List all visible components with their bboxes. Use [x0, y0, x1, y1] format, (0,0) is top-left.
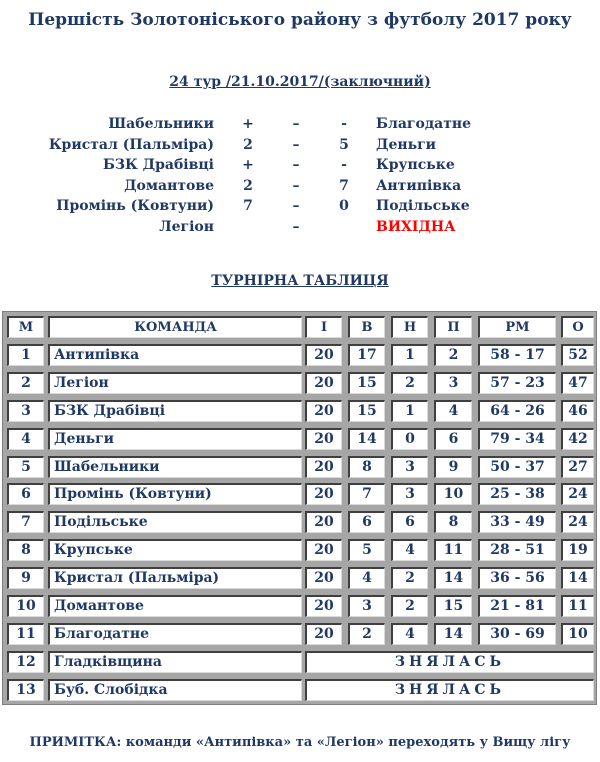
page-title: Першість Золотоніського району з футболу 2017 року — [28, 10, 572, 30]
match-separator: – — [292, 136, 300, 153]
match-separator: – — [292, 177, 300, 194]
cell-lost: 11 — [434, 539, 472, 561]
cell-points: 11 — [561, 595, 594, 617]
cell-points: 24 — [561, 483, 594, 505]
cell-lost: 6 — [434, 428, 472, 450]
cell-played: 20 — [305, 344, 342, 366]
cell-played: 20 — [305, 623, 342, 645]
cell-lost: 10 — [434, 483, 472, 505]
cell-played: 20 — [305, 483, 342, 505]
cell-drawn: 6 — [391, 511, 428, 533]
cell-goals: 21 - 81 — [478, 595, 556, 617]
header-won: В — [348, 316, 385, 338]
match-home-team: Промінь (Ковтуни) — [56, 198, 214, 214]
cell-lost: 8 — [434, 511, 472, 533]
cell-drawn: 2 — [391, 372, 428, 394]
cell-lost: 2 — [434, 344, 472, 366]
cell-pos: 11 — [7, 623, 44, 645]
cell-goals: 30 - 69 — [478, 623, 556, 645]
cell-pos: 4 — [7, 428, 44, 450]
cell-team: Благодатне — [48, 623, 302, 645]
match-away-score: - — [341, 116, 347, 132]
header-goals: РМ — [478, 316, 556, 338]
match-row — [0, 219, 600, 239]
match-away-score: 0 — [339, 198, 349, 214]
cell-team: Шабельники — [48, 456, 302, 478]
match-home-score: + — [242, 157, 254, 173]
cell-team: Кристал (Пальміра) — [48, 567, 302, 589]
cell-status: ЗНЯЛАСЬ — [305, 679, 594, 701]
standings-title: ТУРНІРНА ТАБЛИЦЯ — [211, 273, 389, 289]
cell-points: 27 — [561, 456, 594, 478]
match-home-team: БЗК Драбівці — [102, 157, 214, 173]
match-home-score: 7 — [243, 198, 253, 214]
cell-played: 20 — [305, 456, 342, 478]
cell-goals: 57 - 23 — [478, 372, 556, 394]
standings-table — [2, 311, 597, 705]
cell-goals: 58 - 17 — [478, 344, 556, 366]
cell-won: 2 — [348, 623, 385, 645]
cell-won: 7 — [348, 483, 385, 505]
match-home-score: 2 — [243, 177, 253, 194]
cell-played: 20 — [305, 428, 342, 450]
cell-team: Буб. Слобідка — [48, 679, 302, 701]
cell-points: 14 — [561, 567, 594, 589]
cell-points: 47 — [561, 372, 594, 394]
cell-team: БЗК Драбівці — [48, 400, 302, 422]
match-away-team: Благодатне — [376, 116, 472, 132]
match-home-team: Кристал (Пальміра) — [48, 136, 214, 153]
cell-team: Гладківщина — [48, 651, 302, 673]
cell-played: 20 — [305, 372, 342, 394]
cell-goals: 25 - 38 — [478, 483, 556, 505]
cell-won: 8 — [348, 456, 385, 478]
match-away-team: Подільське — [376, 198, 470, 214]
cell-pos: 1 — [7, 344, 44, 366]
cell-lost: 14 — [434, 623, 472, 645]
cell-won: 6 — [348, 511, 385, 533]
match-away-team: ВИХІДНА — [376, 218, 456, 235]
match-row — [0, 137, 600, 157]
cell-played: 20 — [305, 567, 342, 589]
header-played: І — [305, 316, 342, 338]
cell-pos: 10 — [7, 595, 44, 617]
cell-drawn: 3 — [391, 456, 428, 478]
cell-lost: 3 — [434, 372, 472, 394]
cell-lost: 15 — [434, 595, 472, 617]
cell-team: Деньги — [48, 428, 302, 450]
match-separator: – — [292, 198, 300, 214]
cell-goals: 33 - 49 — [478, 511, 556, 533]
cell-played: 20 — [305, 511, 342, 533]
cell-pos: 6 — [7, 483, 44, 505]
cell-team: Подільське — [48, 511, 302, 533]
match-separator: – — [292, 218, 300, 235]
cell-drawn: 1 — [391, 344, 428, 366]
cell-team: Промінь (Ковтуни) — [48, 483, 302, 505]
cell-won: 15 — [348, 400, 385, 422]
match-away-score: 5 — [339, 136, 349, 153]
cell-goals: 28 - 51 — [478, 539, 556, 561]
match-away-team: Деньги — [376, 136, 437, 153]
cell-team: Крупське — [48, 539, 302, 561]
cell-played: 20 — [305, 595, 342, 617]
cell-lost: 4 — [434, 400, 472, 422]
match-away-score: - — [341, 157, 347, 173]
cell-pos: 8 — [7, 539, 44, 561]
cell-drawn: 2 — [391, 567, 428, 589]
cell-pos: 12 — [7, 651, 44, 673]
match-row — [0, 178, 600, 198]
cell-pos: 3 — [7, 400, 44, 422]
match-separator: – — [292, 116, 300, 132]
match-home-team: Шабельники — [108, 116, 214, 132]
cell-lost: 9 — [434, 456, 472, 478]
cell-won: 14 — [348, 428, 385, 450]
header-drawn: Н — [391, 316, 428, 338]
footnote: ПРИМІТКА: команди «Антипівка» та «Легіон» переходять у Вищу лігу — [29, 735, 571, 750]
cell-points: 52 — [561, 344, 594, 366]
cell-status: ЗНЯЛАСЬ — [305, 651, 594, 673]
match-away-team: Антипівка — [376, 177, 462, 194]
match-away-team: Крупське — [376, 157, 455, 173]
cell-team: Домантове — [48, 595, 302, 617]
cell-pos: 5 — [7, 456, 44, 478]
match-home-team: Легіон — [159, 218, 214, 235]
cell-won: 5 — [348, 539, 385, 561]
cell-points: 10 — [561, 623, 594, 645]
match-row — [0, 116, 600, 136]
match-row — [0, 157, 600, 177]
cell-pos: 7 — [7, 511, 44, 533]
cell-won: 15 — [348, 372, 385, 394]
match-row — [0, 198, 600, 218]
cell-drawn: 0 — [391, 428, 428, 450]
cell-drawn: 3 — [391, 483, 428, 505]
cell-team: Легіон — [48, 372, 302, 394]
header-team: КОМАНДА — [48, 316, 302, 338]
cell-won: 17 — [348, 344, 385, 366]
cell-pos: 9 — [7, 567, 44, 589]
header-lost: П — [434, 316, 472, 338]
cell-goals: 64 - 26 — [478, 400, 556, 422]
cell-team: Антипівка — [48, 344, 302, 366]
cell-won: 4 — [348, 567, 385, 589]
cell-lost: 14 — [434, 567, 472, 589]
round-heading: 24 тур /21.10.2017/(заключний) — [169, 74, 431, 90]
header-points: О — [561, 316, 594, 338]
match-home-team: Домантове — [124, 177, 214, 194]
cell-drawn: 4 — [391, 539, 428, 561]
match-home-score: 2 — [243, 136, 253, 153]
cell-won: 3 — [348, 595, 385, 617]
cell-goals: 36 - 56 — [478, 567, 556, 589]
match-away-score: 7 — [339, 177, 349, 194]
cell-pos: 2 — [7, 372, 44, 394]
match-separator: – — [292, 157, 300, 173]
cell-points: 19 — [561, 539, 594, 561]
cell-drawn: 2 — [391, 595, 428, 617]
cell-drawn: 1 — [391, 400, 428, 422]
cell-points: 46 — [561, 400, 594, 422]
cell-points: 42 — [561, 428, 594, 450]
cell-points: 24 — [561, 511, 594, 533]
cell-drawn: 4 — [391, 623, 428, 645]
cell-goals: 79 - 34 — [478, 428, 556, 450]
header-pos: М — [7, 316, 44, 338]
match-home-score: + — [242, 116, 254, 132]
cell-played: 20 — [305, 539, 342, 561]
cell-pos: 13 — [7, 679, 44, 701]
cell-goals: 50 - 37 — [478, 456, 556, 478]
cell-played: 20 — [305, 400, 342, 422]
